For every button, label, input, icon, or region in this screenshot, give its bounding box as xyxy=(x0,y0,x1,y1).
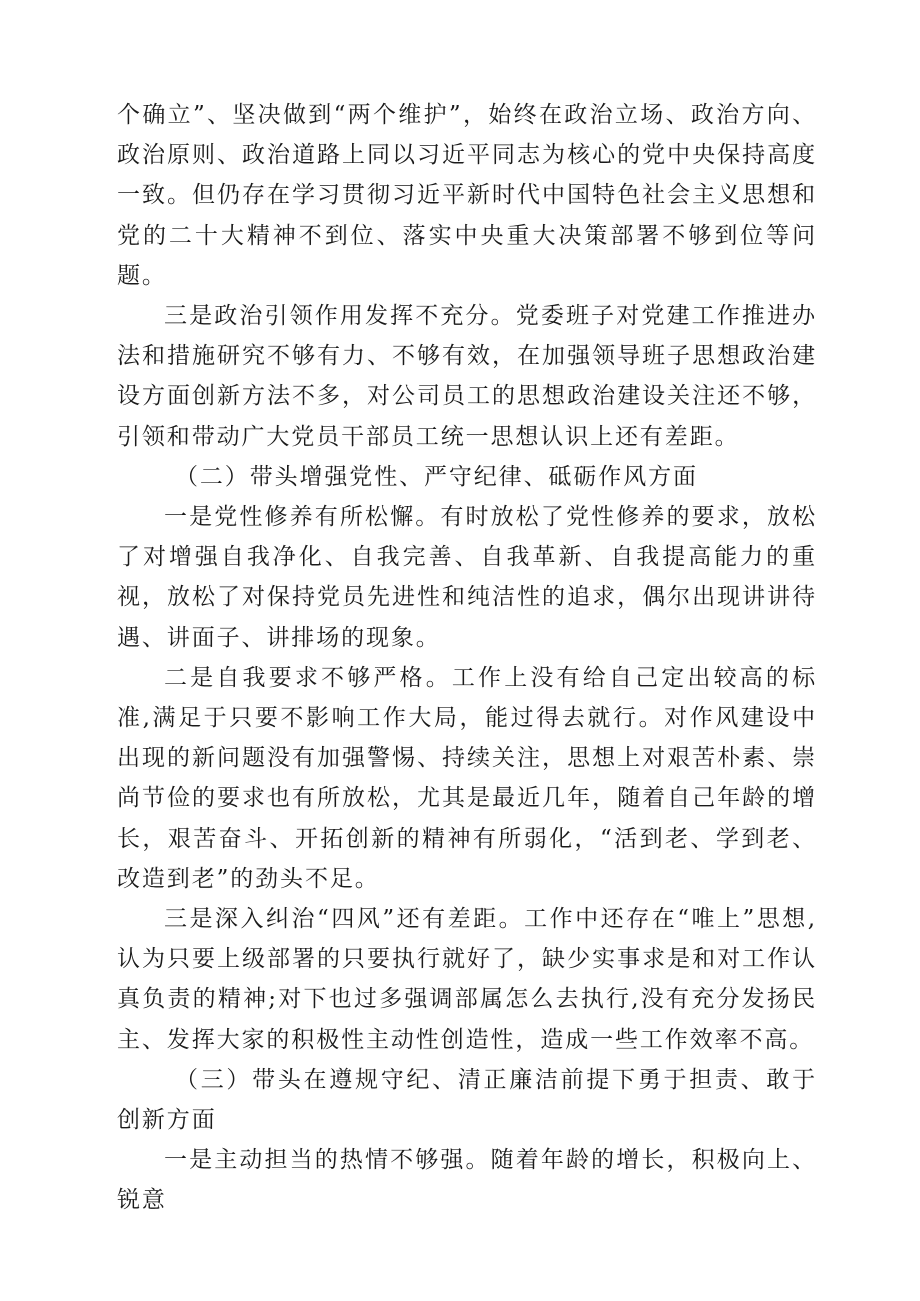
paragraph-continuation: 个确立”、坚决做到“两个维护”，始终在政治立场、政治方向、政治原则、政治道路上同以习近平同志为核心的党中央保持高度一致。但仍存在学习贯彻习近平新时代中国特色社会主义思想和党的二十大精神不到位、落实中央重大决策部署不够到位等问题。 xyxy=(117,102,817,289)
document-body xyxy=(117,95,817,1221)
paragraph-initiative: 一是主动担当的热情不够强。随着年龄的增长，积极向上、锐意 xyxy=(117,1147,817,1214)
section-heading-2: （二）带头增强党性、严守纪律、砥砺作风方面 xyxy=(175,463,698,490)
section-heading-3: （三）带头在遵规守纪、清正廉洁前提下勇于担责、敢于创新方面 xyxy=(117,1066,817,1134)
paragraph-four-winds: 三是深入纠治“四风”还有差距。工作中还存在“唯上”思想,认为只要上级部署的只要执行就好了，缺少实事求是和对工作认真负责的精神;对下也过多强调部属怎么去执行,没有充分发扬民主、发挥大家的积极性主动性创造性，造成一些工作效率不高。 xyxy=(117,906,817,1053)
paragraph-political-guidance: 三是政治引领作用发挥不充分。党委班子对党建工作推进办法和措施研究不够有力、不够有效，在加强领导班子思想政治建设方面创新方法不多，对公司员工的思想政治建设关注还不够，引领和带动广大党员干部员工统一思想认识上还有差距。 xyxy=(117,303,817,450)
paragraph-self-requirement: 二是自我要求不够严格。工作上没有给自己定出较高的标准,满足于只要不影响工作大局，能过得去就行。对作风建设中出现的新问题没有加强警惕、持续关注，思想上对艰苦朴素、崇尚节俭的要求也有所放松，尤其是最近几年，随着自己年龄的增长，艰苦奋斗、开拓创新的精神有所弱化，“活到老、学到老、改造到老”的劲头不足。 xyxy=(117,664,817,892)
paragraph-party-spirit: 一是党性修养有所松懈。有时放松了党性修养的要求，放松了对增强自我净化、自我完善、自我革新、自我提高能力的重视，放松了对保持党员先进性和纯洁性的追求，偶尔出现讲讲待遇、讲面子、讲排场的现象。 xyxy=(117,504,817,651)
